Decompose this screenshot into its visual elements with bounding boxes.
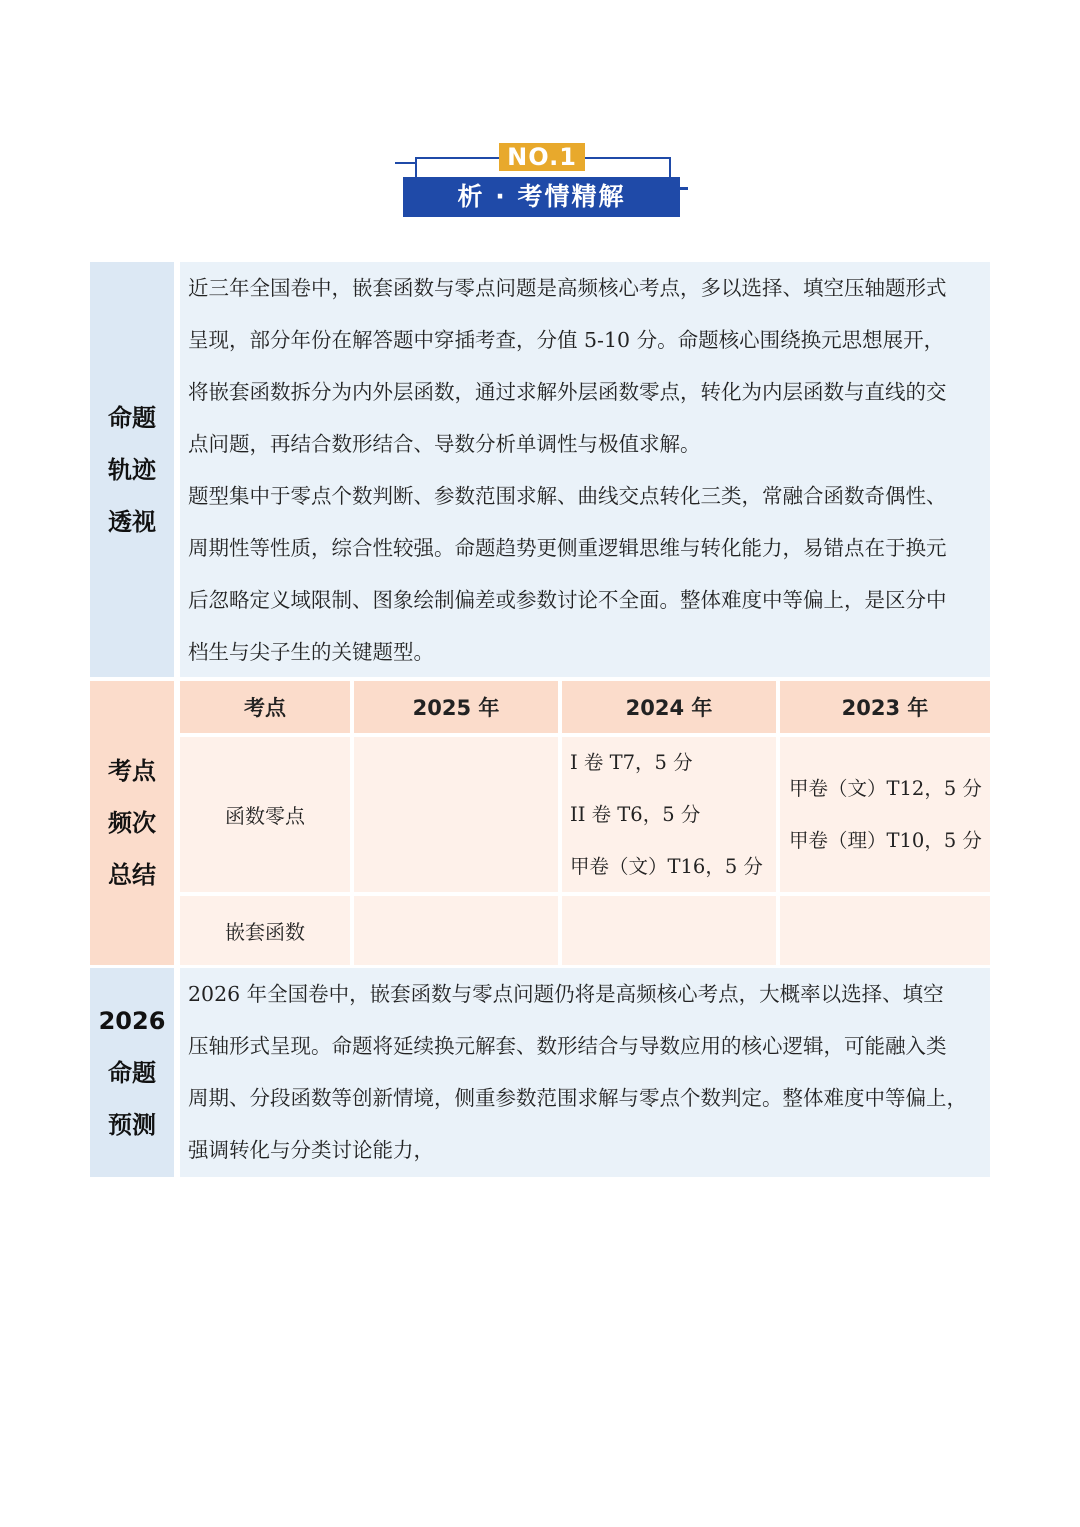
table-cell-topic: 函数零点 [180,737,350,892]
frequency-section [90,681,990,965]
trend-line: 后忽略定义域限制、图象绘制偏差或参数讨论不全面。整体难度中等偏上，是区分中 [188,588,947,612]
forecast-side-label [90,968,174,1177]
trend-line: 档生与尖子生的关键题型。 [188,640,434,664]
table-header-topic: 考点 [180,681,350,733]
table-cell-2023 [780,896,990,965]
frequency-table [180,681,990,965]
side-label-line: 2026 [98,1006,166,1035]
side-label-line: 考点 [108,757,156,785]
table-cell-2023 [780,737,990,892]
trend-line: 周期性等性质，综合性较强。命题趋势更侧重逻辑思维与转化能力，易错点在于换元 [188,536,947,560]
header-title: 析 · 考情精解 [403,177,680,217]
trend-line: 题型集中于零点个数判断、参数范围求解、曲线交点转化三类，常融合函数奇偶性、 [188,484,947,508]
table-cell-line: I 卷 T7，5 分 [570,751,693,774]
table-cell-2025 [354,737,558,892]
side-label-line: 预测 [108,1110,156,1139]
side-label-line: 轨迹 [108,455,156,484]
header-badge-number: NO.1 [499,143,585,171]
side-label-line: 频次 [108,809,156,837]
side-label-line: 总结 [108,861,156,889]
side-label-line: 透视 [108,507,156,536]
trend-line: 将嵌套函数拆分为内外层函数，通过求解外层函数零点，转化为内层函数与直线的交 [188,380,947,404]
forecast-line: 压轴形式呈现。命题将延续换元解套、数形结合与导数应用的核心逻辑，可能融入类 [188,1034,947,1058]
frequency-side-label [90,681,174,965]
trend-section [90,262,990,677]
forecast-line: 周期、分段函数等创新情境，侧重参数范围求解与零点个数判定。整体难度中等偏上， [188,1086,967,1110]
trend-line: 近三年全国卷中，嵌套函数与零点问题是高频核心考点，多以选择、填空压轴题形式 [188,276,947,300]
forecast-line: 强调转化与分类讨论能力， [188,1138,434,1162]
table-cell-topic: 嵌套函数 [180,896,350,965]
table-cell-line: II 卷 T6，5 分 [570,803,701,826]
trend-body [180,262,990,677]
table-cell-line: 甲卷（文）T16，5 分 [570,855,763,878]
forecast-line: 2026 年全国卷中，嵌套函数与零点问题仍将是高频核心考点，大概率以选择、填空 [188,982,944,1006]
table-header-2025: 2025 年 [354,681,558,733]
table-cell-2025 [354,896,558,965]
table-cell-line: 甲卷（理）T10，5 分 [789,828,982,852]
side-label-line: 命题 [108,1058,156,1087]
trend-side-label [90,262,174,677]
section-header [395,140,695,225]
header-tick-left [395,162,417,164]
forecast-body [180,968,990,1177]
table-cell-2024 [562,737,776,892]
table-header-2023: 2023 年 [780,681,990,733]
side-label-line: 命题 [108,403,156,432]
table-header-2024: 2024 年 [562,681,776,733]
trend-line: 呈现，部分年份在解答题中穿插考查，分值 5-10 分。命题核心围绕换元思想展开， [188,328,945,352]
trend-line: 点问题，再结合数形结合、导数分析单调性与极值求解。 [188,432,701,456]
forecast-section [90,968,990,1177]
table-cell-2024 [562,896,776,965]
table-cell-line: 甲卷（文）T12，5 分 [789,776,982,800]
